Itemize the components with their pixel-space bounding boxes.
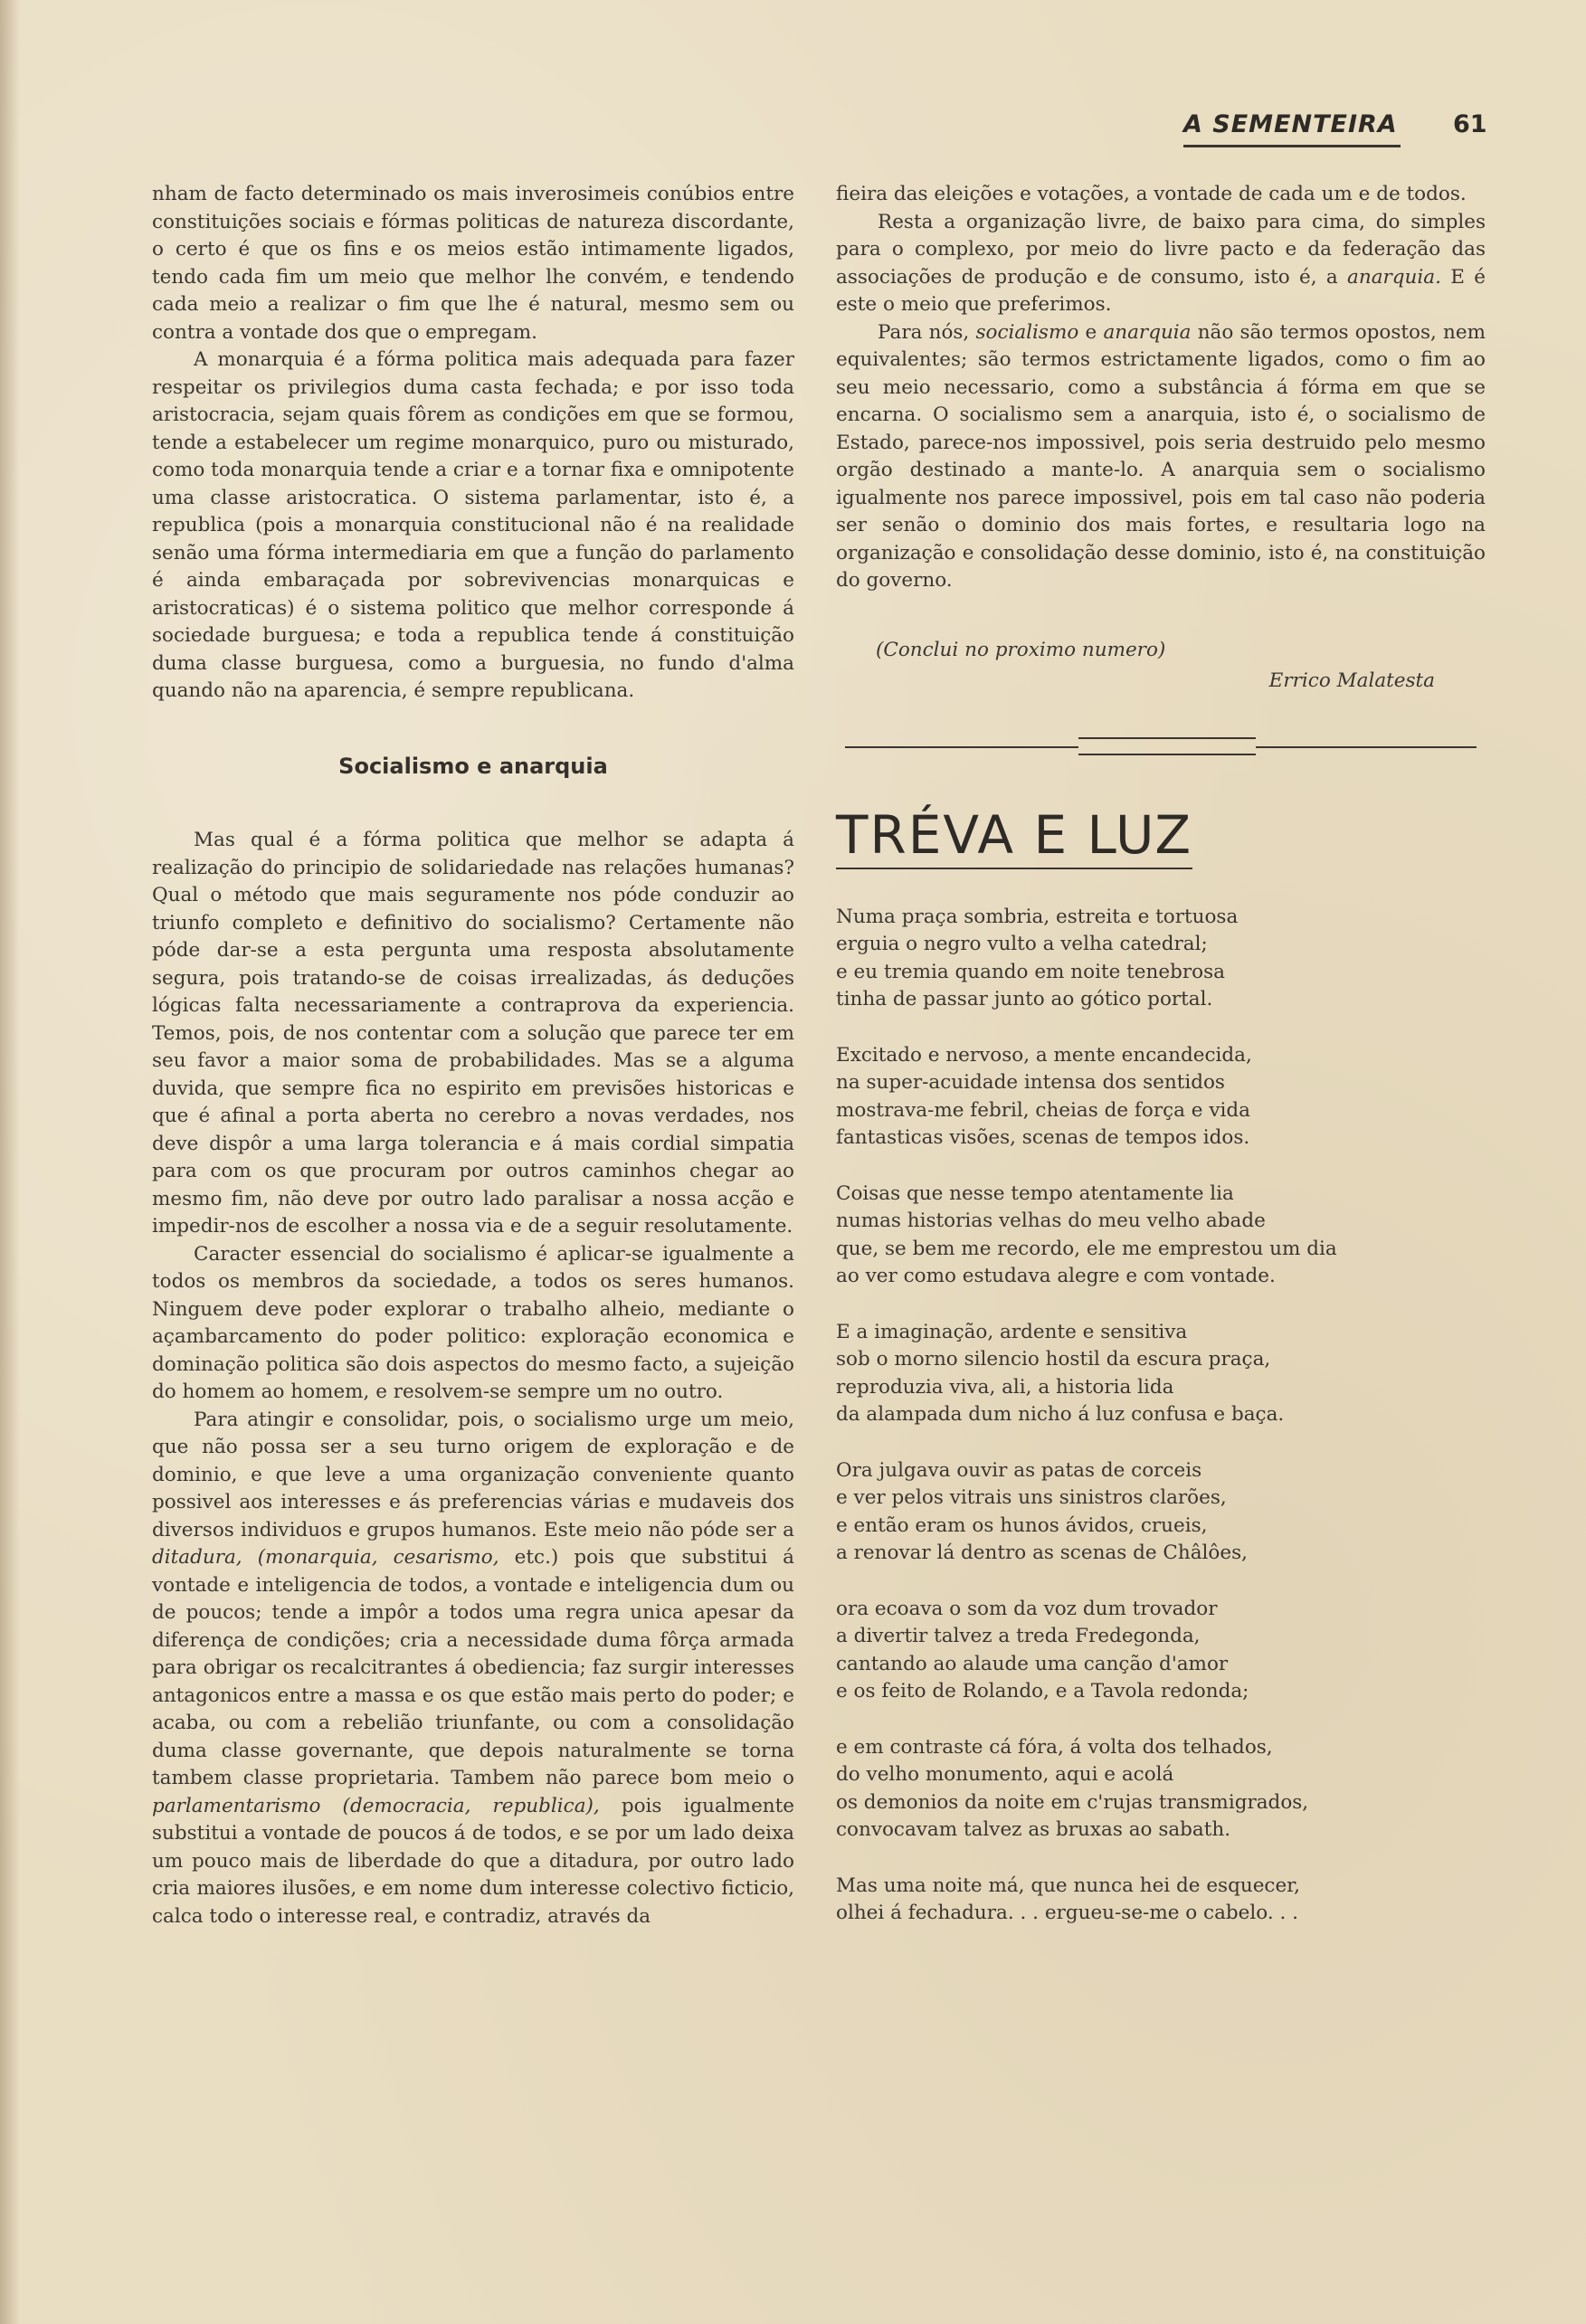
poem-line: E a imaginação, ardente e sensitiva — [836, 1320, 1188, 1343]
poem-stanza — [836, 1734, 1486, 1845]
poem-stanza — [836, 1319, 1486, 1429]
poem-line: Numa praça sombria, estreita e tortuosa — [836, 905, 1239, 928]
poem-line: a renovar lá dentro as scenas de Châlôes, — [836, 1541, 1248, 1564]
article-paragraph: Mas qual é a fórma politica que melhor se adapta á realização do principio de solidariedade nas relações humanas? Qual o método que mais seguramente nos póde conduzir ao triunfo completo e definitivo do socialismo? Certamente não póde dar-se a esta pergunta uma resposta absolutamente segura, pois tratando-se de coisas irrealizadas, ás deduções lógicas falta necessariamente a contraprova da experiencia. Temos, pois, de nos contentar com a solução que parece ter em seu favor a maior soma de probabilidades. Mas se a alguma duvida, que sempre fica no espirito em previsões historicas e que é afinal a porta aberta no cerebro a novas verdades, nos deve dispôr a uma larga tolerancia e á mais cordial simpatia para com os que procuram por outros caminhos chegar ao mesmo fim, não deve por outro lado paralisar a nossa acção e impedir-nos de escolher a nossa via e de a seguir resolutamente. — [152, 829, 794, 1238]
poem-line: do velho monumento, aqui e acolá — [836, 1763, 1174, 1786]
poem-line: reproduzia viva, ali, a historia lida — [836, 1375, 1174, 1399]
poem-line: tinha de passar junto ao gótico portal. — [836, 988, 1213, 1010]
continuation-note: (Conclui no proximo numero) — [876, 638, 1166, 661]
poem-line: numas historias velhas do meu velho abade — [836, 1209, 1266, 1232]
poem-line: Ora julgava ouvir as patas de corceis — [836, 1458, 1202, 1482]
poem-line: ora ecoava o som da voz dum trovador — [836, 1597, 1218, 1620]
section-heading: Socialismo e anarquia — [338, 753, 608, 779]
poem-stanza — [836, 1596, 1486, 1706]
article-paragraph: Caracter essencial do socialismo é aplicar-se igualmente a todos os membros da sociedade, a todos os seres humanos. Ninguem deve poder explorar o trabalho alheio, mediante o açambarcamento do poder politico: exploração economica e dominação politica são dois aspectos do mesmo facto, a sujeição do homem ao homem, e resolvem-se sempre um no outro. — [152, 1242, 794, 1403]
article-paragraph — [836, 209, 1486, 319]
text-run: Resta a organização livre, de baixo para cima, do simples para o complexo, por meio do livre pacto e da federação das associações de produção e de consumo, isto é, a — [836, 210, 1486, 289]
italic-text-run: ditadura, (monarquia, cesarismo, — [152, 1546, 499, 1569]
article-paragraph — [836, 319, 1486, 595]
poem-stanza — [836, 1457, 1486, 1568]
poem-line: fantasticas visões, scenas de tempos idos. — [836, 1126, 1250, 1149]
article-paragraph — [152, 1407, 794, 1931]
poem-line: olhei á fechadura. . . ergueu-se-me o cabelo. . . — [836, 1902, 1299, 1924]
article-author: Errico Malatesta — [1268, 669, 1435, 692]
poem-line: da alampada dum nicho á luz confusa e baça. — [836, 1403, 1285, 1426]
italic-text-run: socialismo — [975, 320, 1079, 344]
divider-line — [1078, 754, 1256, 755]
poem-line: Excitado e nervoso, a mente encandecida, — [836, 1043, 1252, 1067]
poem-line: Mas uma noite má, que nunca hei de esquecer, — [836, 1873, 1300, 1897]
poem-line: os demonios da noite em c'rujas transmigrados, — [836, 1790, 1309, 1814]
poem-line: cantando ao alaude uma canção d'amor — [836, 1652, 1229, 1675]
poem-line: e ver pelos vitrais uns sinistros clarões, — [836, 1486, 1227, 1509]
text-run: Para nós, — [878, 320, 976, 344]
page-header — [1167, 107, 1529, 152]
divider-line — [845, 746, 1078, 748]
right-column — [836, 181, 1486, 1956]
poem-line: mostrava-me febril, cheias de força e vida — [836, 1098, 1250, 1122]
divider-line — [1256, 746, 1477, 748]
poem-stanza — [836, 1873, 1486, 1928]
poem-title: TRÉVA E LUZ — [836, 806, 1192, 869]
poem-line: na super-acuidade intensa dos sentidos — [836, 1071, 1225, 1094]
divider-line — [1078, 737, 1256, 739]
text-run: não são termos opostos, nem equivalentes; são termos estrictamente ligados, como o fim ao seu meio necessario, como a substância á fórma em que se encarna. O socialismo sem a anarquia, isto é, o socialismo de Estado, parece-nos impossivel, pois seria destruido pelo mesmo orgão destinado a mante-lo. A anarquia sem o socialismo igualmente nos parece impossivel, pois em tal caso não poderia ser senão o dominio dos mais fortes, e resultaria logo na organização e consolidação desse dominio, isto é, na constituição do governo. — [836, 320, 1486, 592]
article-paragraph: nham de facto determinado os mais inverosimeis conúbios entre constituições sociais e fórmas politicas de natureza discordante, o certo é que os fins e os meios estão intimamente ligados, tendo cada fim um meio que melhor lhe convém, e tendendo cada meio a realizar o fim que lhe é natural, mesmo sem ou contra a vontade dos que o empregam. — [152, 183, 794, 344]
poem-line: Coisas que nesse tempo atentamente lia — [836, 1181, 1234, 1205]
poem-line: a divertir talvez a treda Fredegonda, — [836, 1625, 1201, 1647]
poem-line: sob o morno silencio hostil da escura praça, — [836, 1348, 1271, 1371]
poem-stanza — [836, 904, 1486, 1014]
text-run: pois igualmente substitui a vontade de poucos á de todos, e se por um lado deixa um pouco mais de liberdade do que a ditadura, por outro lado cria maiores ilusões, e em nome dum interesse colectivo ficticio, calca todo o interesse real, e contradiz, através da — [152, 1794, 794, 1928]
italic-text-run: parlamentarismo (democracia, republica), — [152, 1794, 600, 1817]
text-run: e — [1078, 320, 1104, 344]
poem-line: erguia o negro vulto a velha catedral; — [836, 933, 1208, 955]
poem-line: convocavam talvez as bruxas ao sabath. — [836, 1818, 1231, 1841]
text-run: E é este o meio que preferimos. — [836, 265, 1486, 316]
poem-stanza — [836, 1042, 1486, 1153]
poem-line: ao ver como estudava alegre e com vontade. — [836, 1265, 1276, 1287]
article-paragraph: fieira das eleições e votações, a vontade de cada um e de todos. — [836, 183, 1467, 205]
section-divider — [836, 730, 1486, 766]
poem-line: e os feito de Rolando, e a Tavola redonda; — [836, 1680, 1249, 1703]
publication-title: A SEMENTEIRA — [1183, 110, 1398, 138]
poem — [836, 904, 1486, 1928]
paper-edge-shadow — [0, 0, 20, 2324]
page-number: 61 — [1453, 110, 1487, 138]
poem-line: e então eram os hunos ávidos, crueis, — [836, 1513, 1208, 1537]
text-run: etc.) pois que substitui á vontade e inteligencia de todos, a vontade e inteligencia dum ou de poucos; tende a impôr a todos uma regra unica apesar da diferença de condições; cria a necessidade duma fôrça armada para obrigar os recalcitrantes á obediencia; faz surgir interesses antagonicos entre a massa e os que estão mais perto do poder; e acaba, ou com a rebelião triunfante, ou com a consolidação duma classe governante, que depois naturalmente se torna tambem classe proprietaria. Tambem não parece bom meio o — [152, 1546, 794, 1789]
poem-line: e eu tremia quando em noite tenebrosa — [836, 960, 1225, 983]
article-paragraph: A monarquia é a fórma politica mais adequada para fazer respeitar os privilegios duma casta fechada; e por isso toda aristocracia, sejam quais fôrem as condições em que se formou, tende a estabelecer um regime monarquico, puro ou misturado, como toda monarquia tende a criar e a tornar fixa e omnipotente uma classe aristocratica. O sistema parlamentar, isto é, a republica (pois a monarquia constitucional não é na realidade senão uma fórma intermediaria em que a função do parlamento é ainda embaraçada por sobrevivencias monarquicas e aristocraticas) é o sistema politico que melhor corresponde á sociedade burguesa; e toda a republica tende á constituição duma classe burguesa, como a burguesia, no fundo d'alma quando não na aparencia, é sempre republicana. — [152, 348, 794, 702]
header-rule — [1183, 145, 1401, 147]
left-column — [152, 181, 794, 1930]
text-run: Para atingir e consolidar, pois, o socialismo urge um meio, que não possa ser a seu turno origem de exploração e de dominio, e que leve a uma organização conveniente quanto possivel aos interesses e ás preferencias várias e mudaveis dos diversos individuos e grupos humanos. Este meio não póde ser a — [152, 1408, 794, 1541]
italic-text-run: anarquia. — [1347, 265, 1441, 289]
poem-stanza — [836, 1181, 1486, 1291]
italic-text-run: anarquia — [1103, 320, 1192, 344]
poem-line: e em contraste cá fóra, á volta dos telhados, — [836, 1735, 1273, 1759]
poem-line: que, se bem me recordo, ele me emprestou um dia — [836, 1237, 1337, 1260]
